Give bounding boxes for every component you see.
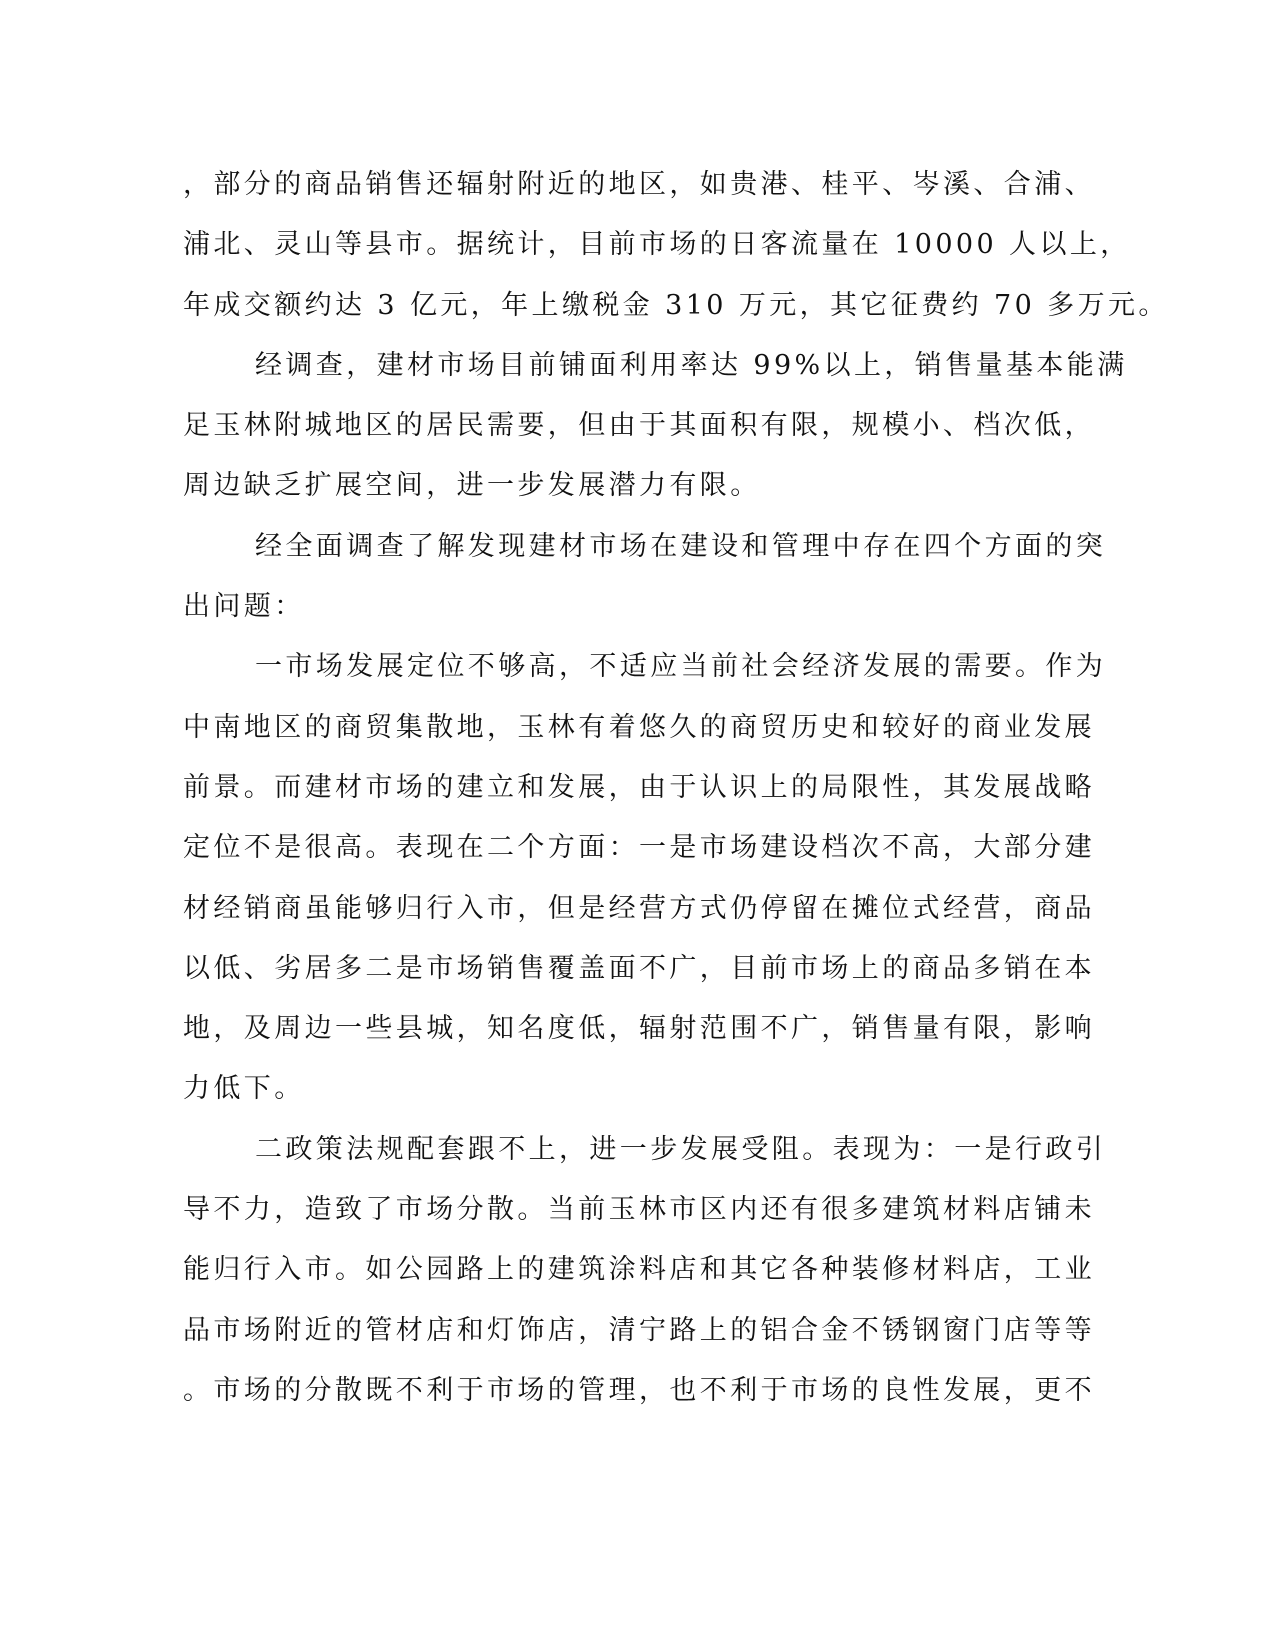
paragraph-first-line: 一市场发展定位不够高，不适应当前社会经济发展的需要。作为 (255, 651, 1107, 683)
text-line: 能归行入市。如公园路上的建筑涂料店和其它各种装修材料店，工业 (183, 1254, 1095, 1286)
text-line: 地，及周边一些县城，知名度低，辐射范围不广，销售量有限，影响 (183, 1013, 1095, 1045)
text-line: 品市场附近的管材店和灯饰店，清宁路上的铝合金不锈钢窗门店等等 (183, 1314, 1095, 1346)
text-line: 以低、劣居多二是市场销售覆盖面不广，目前市场上的商品多销在本 (183, 952, 1095, 984)
text-line: 前景。而建材市场的建立和发展，由于认识上的局限性，其发展战略 (183, 771, 1095, 803)
text-line: 中南地区的商贸集散地，玉林有着悠久的商贸历史和较好的商业发展 (183, 711, 1095, 743)
text-line: 年成交额约达 3 亿元，年上缴税金 310 万元，其它征费约 70 多万元。 (183, 289, 1169, 321)
paragraph-first-line: 经全面调查了解发现建材市场在建设和管理中存在四个方面的突 (255, 530, 1107, 562)
text-line: 周边缺乏扩展空间，进一步发展潜力有限。 (183, 470, 761, 502)
text-line: 浦北、灵山等县市。据统计，目前市场的日客流量在 10000 人以上， (183, 229, 1131, 261)
text-line: 。市场的分散既不利于市场的管理，也不利于市场的良性发展，更不 (183, 1374, 1095, 1406)
text-line: 导不力，造致了市场分散。当前玉林市区内还有很多建筑材料店铺未 (183, 1194, 1095, 1226)
body-text (183, 155, 1169, 1421)
text-line: ，部分的商品销售还辐射附近的地区，如贵港、桂平、岑溪、合浦、 (183, 169, 1095, 200)
text-line: 出问题： (183, 591, 305, 623)
text-line: 材经销商虽能够归行入市，但是经营方式仍停留在摊位式经营，商品 (183, 892, 1095, 924)
paragraph-first-line: 二政策法规配套跟不上，进一步发展受阻。表现为：一是行政引 (255, 1133, 1107, 1165)
text-line: 力低下。 (183, 1073, 305, 1105)
text-line: 足玉林附城地区的居民需要，但由于其面积有限，规模小、档次低， (183, 410, 1095, 442)
text-line: 定位不是很高。表现在二个方面：一是市场建设档次不高，大部分建 (183, 832, 1095, 864)
paragraph-first-line: 经调查，建材市场目前铺面利用率达 99%以上，销售量基本能满 (255, 349, 1128, 381)
